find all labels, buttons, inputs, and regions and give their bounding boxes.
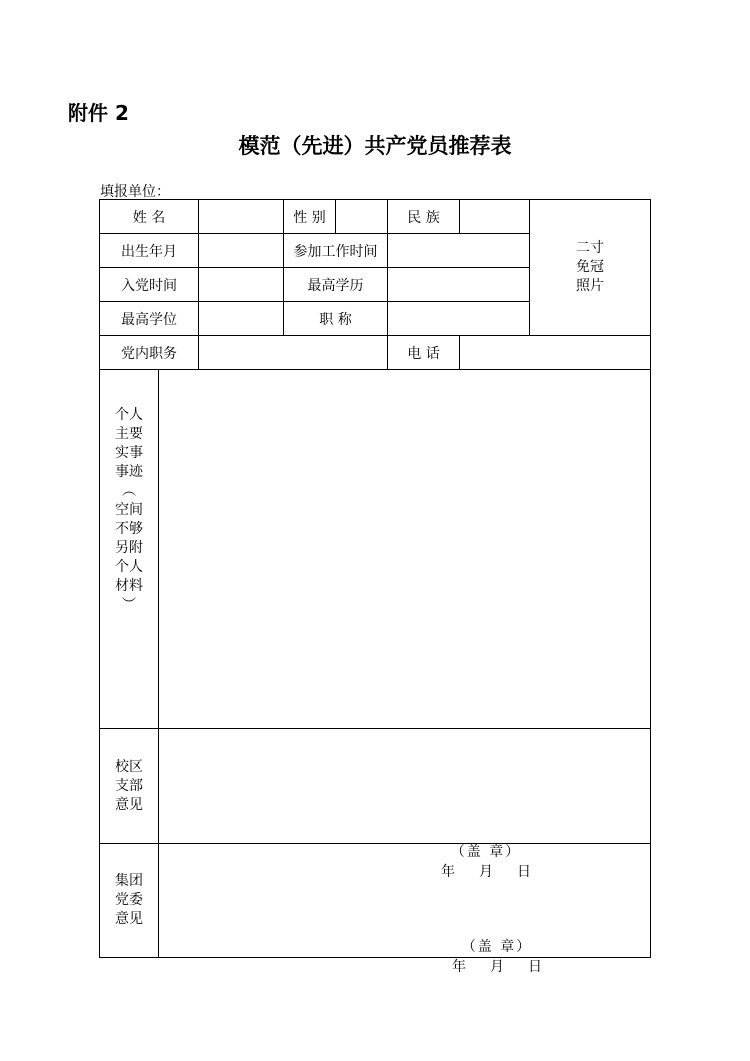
- year-label: 年: [441, 864, 455, 880]
- education-field[interactable]: [388, 268, 530, 302]
- deeds-label-line: 主要: [115, 426, 143, 442]
- education-label: 最高学历: [284, 268, 388, 302]
- deeds-label-line: ︵: [122, 483, 136, 499]
- deeds-label-line: 事迹: [115, 464, 143, 480]
- work-start-field[interactable]: [388, 234, 530, 268]
- attachment-label: 附件 2: [68, 101, 129, 125]
- recommendation-form: [99, 199, 651, 975]
- reporting-unit-label: 填报单位：: [100, 184, 170, 200]
- deeds-field[interactable]: [159, 370, 651, 729]
- seal-label: （盖 章）: [461, 938, 533, 955]
- date-line: [429, 862, 543, 882]
- party-post-label: 党内职务: [100, 336, 199, 370]
- day-label: 日: [528, 958, 542, 975]
- deeds-label-line: 不够: [115, 521, 143, 537]
- branch-seal-block: [429, 842, 543, 882]
- group-opinion-label: [100, 844, 159, 958]
- title-field[interactable]: [388, 302, 530, 336]
- group-label-line: 意见: [115, 911, 143, 927]
- join-party-field[interactable]: [199, 268, 284, 302]
- degree-label: 最高学位: [100, 302, 199, 336]
- branch-label-line: 校区: [115, 758, 143, 775]
- photo-label-line: 免冠: [576, 259, 605, 275]
- deeds-label-line: 个人: [115, 407, 143, 423]
- deeds-label-line: 实事: [115, 445, 143, 461]
- month-label: 月: [490, 958, 504, 975]
- birth-field[interactable]: [199, 234, 284, 268]
- title-label: 职 称: [284, 302, 388, 336]
- gender-label: 性 别: [284, 200, 336, 234]
- branch-opinion-field[interactable]: [159, 729, 651, 880]
- group-label-line: 党委: [115, 892, 143, 908]
- photo-label-line: 照片: [576, 278, 605, 294]
- deeds-label-line: 空间: [115, 502, 143, 518]
- date-line: [440, 957, 554, 977]
- ethnicity-field[interactable]: [460, 200, 530, 234]
- name-field[interactable]: [199, 200, 284, 234]
- group-label-line: 集团: [115, 873, 143, 889]
- year-label: 年: [452, 958, 466, 975]
- deeds-label-line: 材料: [115, 578, 143, 594]
- page-title: 模范（先进）共产党员推荐表: [238, 134, 512, 158]
- deeds-label-line: ︶: [122, 597, 136, 613]
- phone-label: 电 话: [388, 336, 460, 370]
- name-label: 姓 名: [100, 200, 199, 234]
- deeds-label-line: 个人: [115, 559, 143, 575]
- work-start-label: 参加工作时间: [284, 234, 388, 268]
- ethnicity-label: 民 族: [388, 200, 460, 234]
- gender-field[interactable]: [336, 200, 388, 234]
- phone-field[interactable]: [460, 336, 651, 370]
- branch-opinion-label: [100, 729, 159, 844]
- party-post-field[interactable]: [199, 336, 388, 370]
- deeds-label-line: 另附: [115, 540, 143, 556]
- branch-label-line: 支部: [115, 777, 143, 794]
- branch-label-line: 意见: [115, 796, 143, 813]
- group-opinion-field[interactable]: [159, 844, 651, 975]
- photo-box[interactable]: [530, 200, 651, 336]
- month-label: 月: [479, 864, 493, 880]
- degree-field[interactable]: [199, 302, 284, 336]
- seal-label: （盖 章）: [450, 844, 522, 860]
- day-label: 日: [517, 864, 531, 880]
- photo-label-line: 二寸: [576, 240, 605, 256]
- deeds-label: [100, 370, 159, 729]
- join-party-label: 入党时间: [100, 268, 199, 302]
- group-seal-block: [440, 937, 554, 977]
- birth-label: 出生年月: [100, 234, 199, 268]
